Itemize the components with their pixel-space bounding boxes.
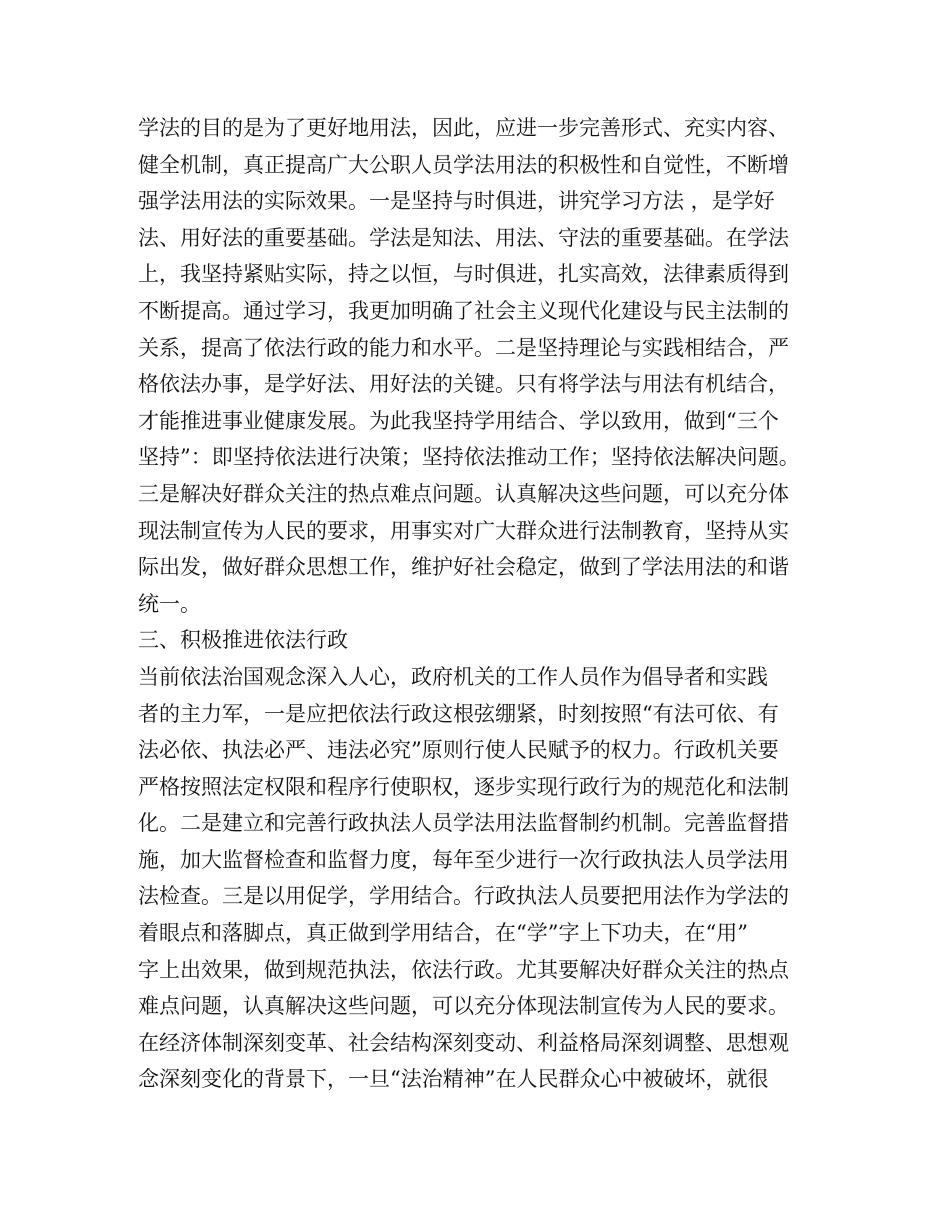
text-line: 健全机制，真正提高广大公职人员学法用法的积极性和自觉性，不断增 [138,152,789,177]
text-line: 际出发，做好群众思想工作，维护好社会稳定，做到了学法用法的和谐 [138,555,789,580]
text-line: 在经济体制深刻变革、社会结构深刻变动、利益格局深刻调整、思想观 [138,1030,789,1055]
text-line: 关系，提高了依法行政的能力和水平。二是坚持理论与实践相结合，严 [138,335,789,360]
text-line: 当前依法治国观念深入人心，政府机关的工作人员作为倡导者和实践 [138,664,768,689]
text-line: 现法制宣传为人民的要求，用事实对广大群众进行法制教育，坚持从实 [138,518,789,543]
text-line: 法、用好法的重要基础。学法是知法、用法、守法的重要基础。在学法 [138,225,789,250]
text-line: 强学法用法的实际效果。一是坚持与时俱进，讲究学习方法 ，是学好 [138,189,775,214]
text-line: 法必依、执法必严、违法必究”原则行使人民赋予的权力。行政机关要 [138,738,779,763]
text-line: 坚持”：即坚持依法进行决策；坚持依法推动工作；坚持依法解决问题。 [138,445,800,470]
text-line: 不断提高。通过学习，我更加明确了社会主义现代化建设与民主法制的 [138,298,789,323]
text-line: 字上出效果，做到规范执法，依法行政。尤其要解决好群众关注的热点 [138,957,789,982]
text-line: 难点问题，认真解决这些问题，可以充分体现法制宣传为人民的要求。 [138,994,789,1019]
text-line: 学法的目的是为了更好地用法，因此，应进一步完善形式、充实内容、 [138,116,789,140]
body-text [138,110,838,1098]
text-line: 化。二是建立和完善行政执法人员学法用法监督制约机制。完善监督措 [138,811,789,836]
text-line: 三是解决好群众关注的热点难点问题。认真解决这些问题，可以充分体 [138,481,789,506]
text-line: 严格按照法定权限和程序行使职权，逐步实现行政行为的规范化和法制 [138,774,789,799]
text-line: 统一。 [138,591,201,616]
text-line: 念深刻变化的背景下，一旦“法治精神”在人民群众心中被破坏，就很 [138,1067,769,1092]
text-line: 者的主力军，一是应把依法行政这根弦绷紧，时刻按照“有法可依、有 [138,701,779,726]
text-line: 格依法办事，是学好法、用好法的关键。只有将学法与用法有机结合， [138,372,789,397]
text-line: 才能推进事业健康发展。为此我坚持学用结合、学以致用，做到“三个 [138,408,779,433]
text-line: 着眼点和落脚点，真正做到学用结合，在“学”字上下功夫，在“用” [138,921,748,946]
text-line: 法检查。三是以用促学，学用结合。行政执法人员要把用法作为学法的 [138,884,789,909]
section-heading: 三、积极推进依法行政 [138,628,348,653]
text-line: 施，加大监督检查和监督力度，每年至少进行一次行政执法人员学法用 [138,847,789,872]
text-line: 上，我坚持紧贴实际，持之以恒，与时俱进，扎实高效，法律素质得到 [138,262,789,287]
